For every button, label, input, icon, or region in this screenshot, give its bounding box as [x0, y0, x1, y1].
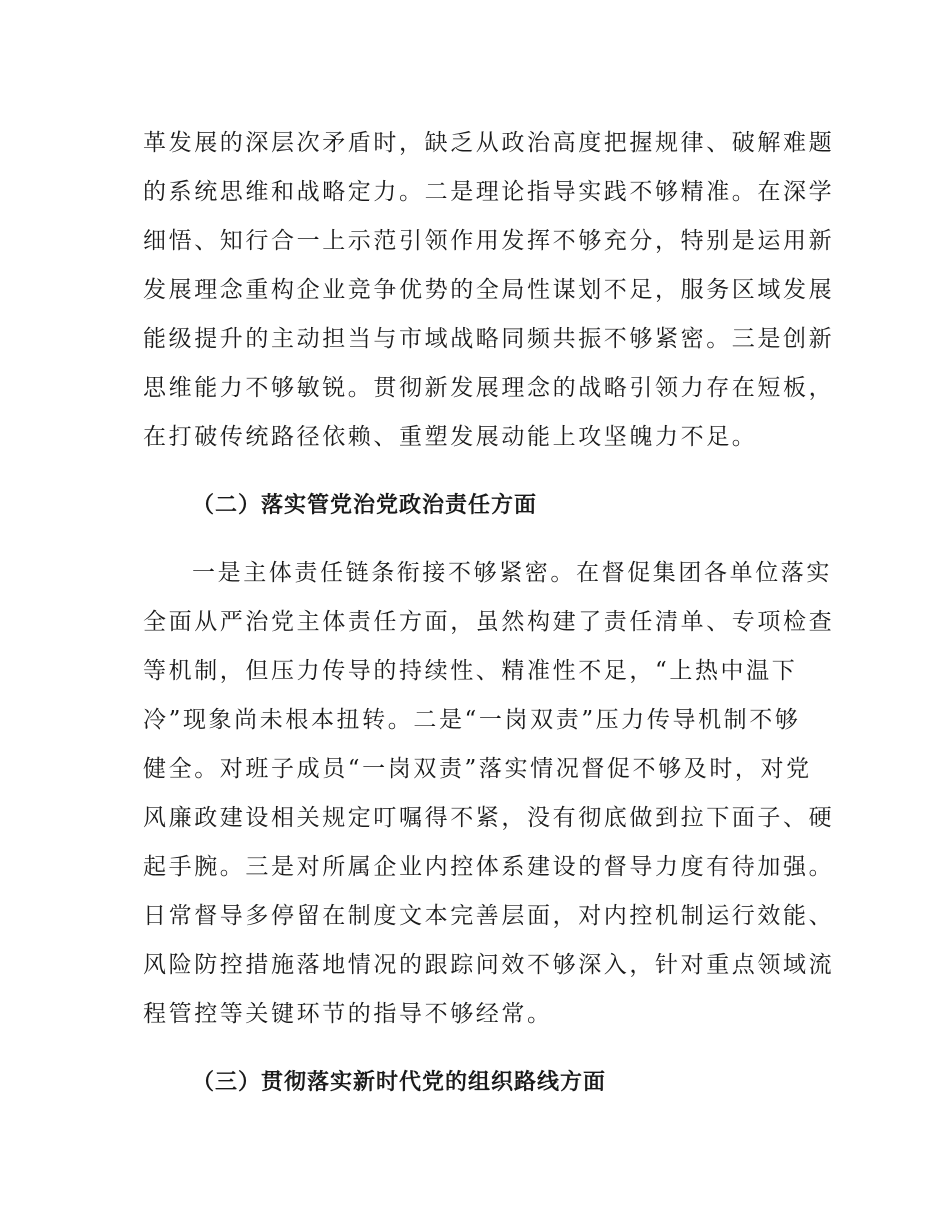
- paragraph-line: 革发展的深层次矛盾时，缺乏从政治高度把握规律、破解难题: [143, 130, 835, 156]
- paragraph-line: 发展理念重构企业竞争优势的全局性谋划不足，服务区域发展: [143, 277, 835, 303]
- paragraph-line: 风廉政建设相关规定叮嘱得不紧，没有彻底做到拉下面子、硬: [143, 805, 835, 831]
- paragraph-line: 的系统思维和战略定力。二是理论指导实践不够精准。在深学: [143, 179, 835, 205]
- paragraph-line: 健全。对班子成员“一岗双责”落实情况督促不够及时，对党: [143, 756, 812, 782]
- paragraph-line: 等机制，但压力传导的持续性、精准性不足，“上热中温下: [143, 658, 798, 684]
- paragraph-line: 全面从严治党主体责任方面，虽然构建了责任清单、专项检查: [143, 609, 835, 635]
- paragraph-line: 风险防控措施落地情况的跟踪问效不够深入，针对重点领域流: [143, 952, 835, 978]
- paragraph-line: 能级提升的主动担当与市域战略同频共振不够紧密。三是创新: [143, 326, 835, 352]
- paragraph-line: 思维能力不够敏锐。贯彻新发展理念的战略引领力存在短板，: [143, 375, 835, 401]
- paragraph-line: 起手腕。三是对所属企业内控体系建设的督导力度有待加强。: [143, 854, 835, 880]
- paragraph-line: 日常督导多停留在制度文本完善层面，对内控机制运行效能、: [143, 903, 835, 929]
- section-heading: （三）贯彻落实新时代党的组织路线方面: [192, 1070, 607, 1095]
- paragraph-line: 在打破传统路径依赖、重塑发展动能上攻坚魄力不足。: [143, 424, 758, 450]
- paragraph-line: 冷”现象尚未根本扭转。二是“一岗双责”压力传导机制不够: [143, 707, 801, 733]
- paragraph-line: 程管控等关键环节的指导不够经常。: [143, 1001, 553, 1027]
- paragraph-line: 细悟、知行合一上示范引领作用发挥不够充分，特别是运用新: [143, 228, 835, 254]
- section-heading: （二）落实管党治党政治责任方面: [192, 493, 538, 518]
- paragraph-line: 一是主体责任链条衔接不够紧密。在督促集团各单位落实: [192, 560, 832, 586]
